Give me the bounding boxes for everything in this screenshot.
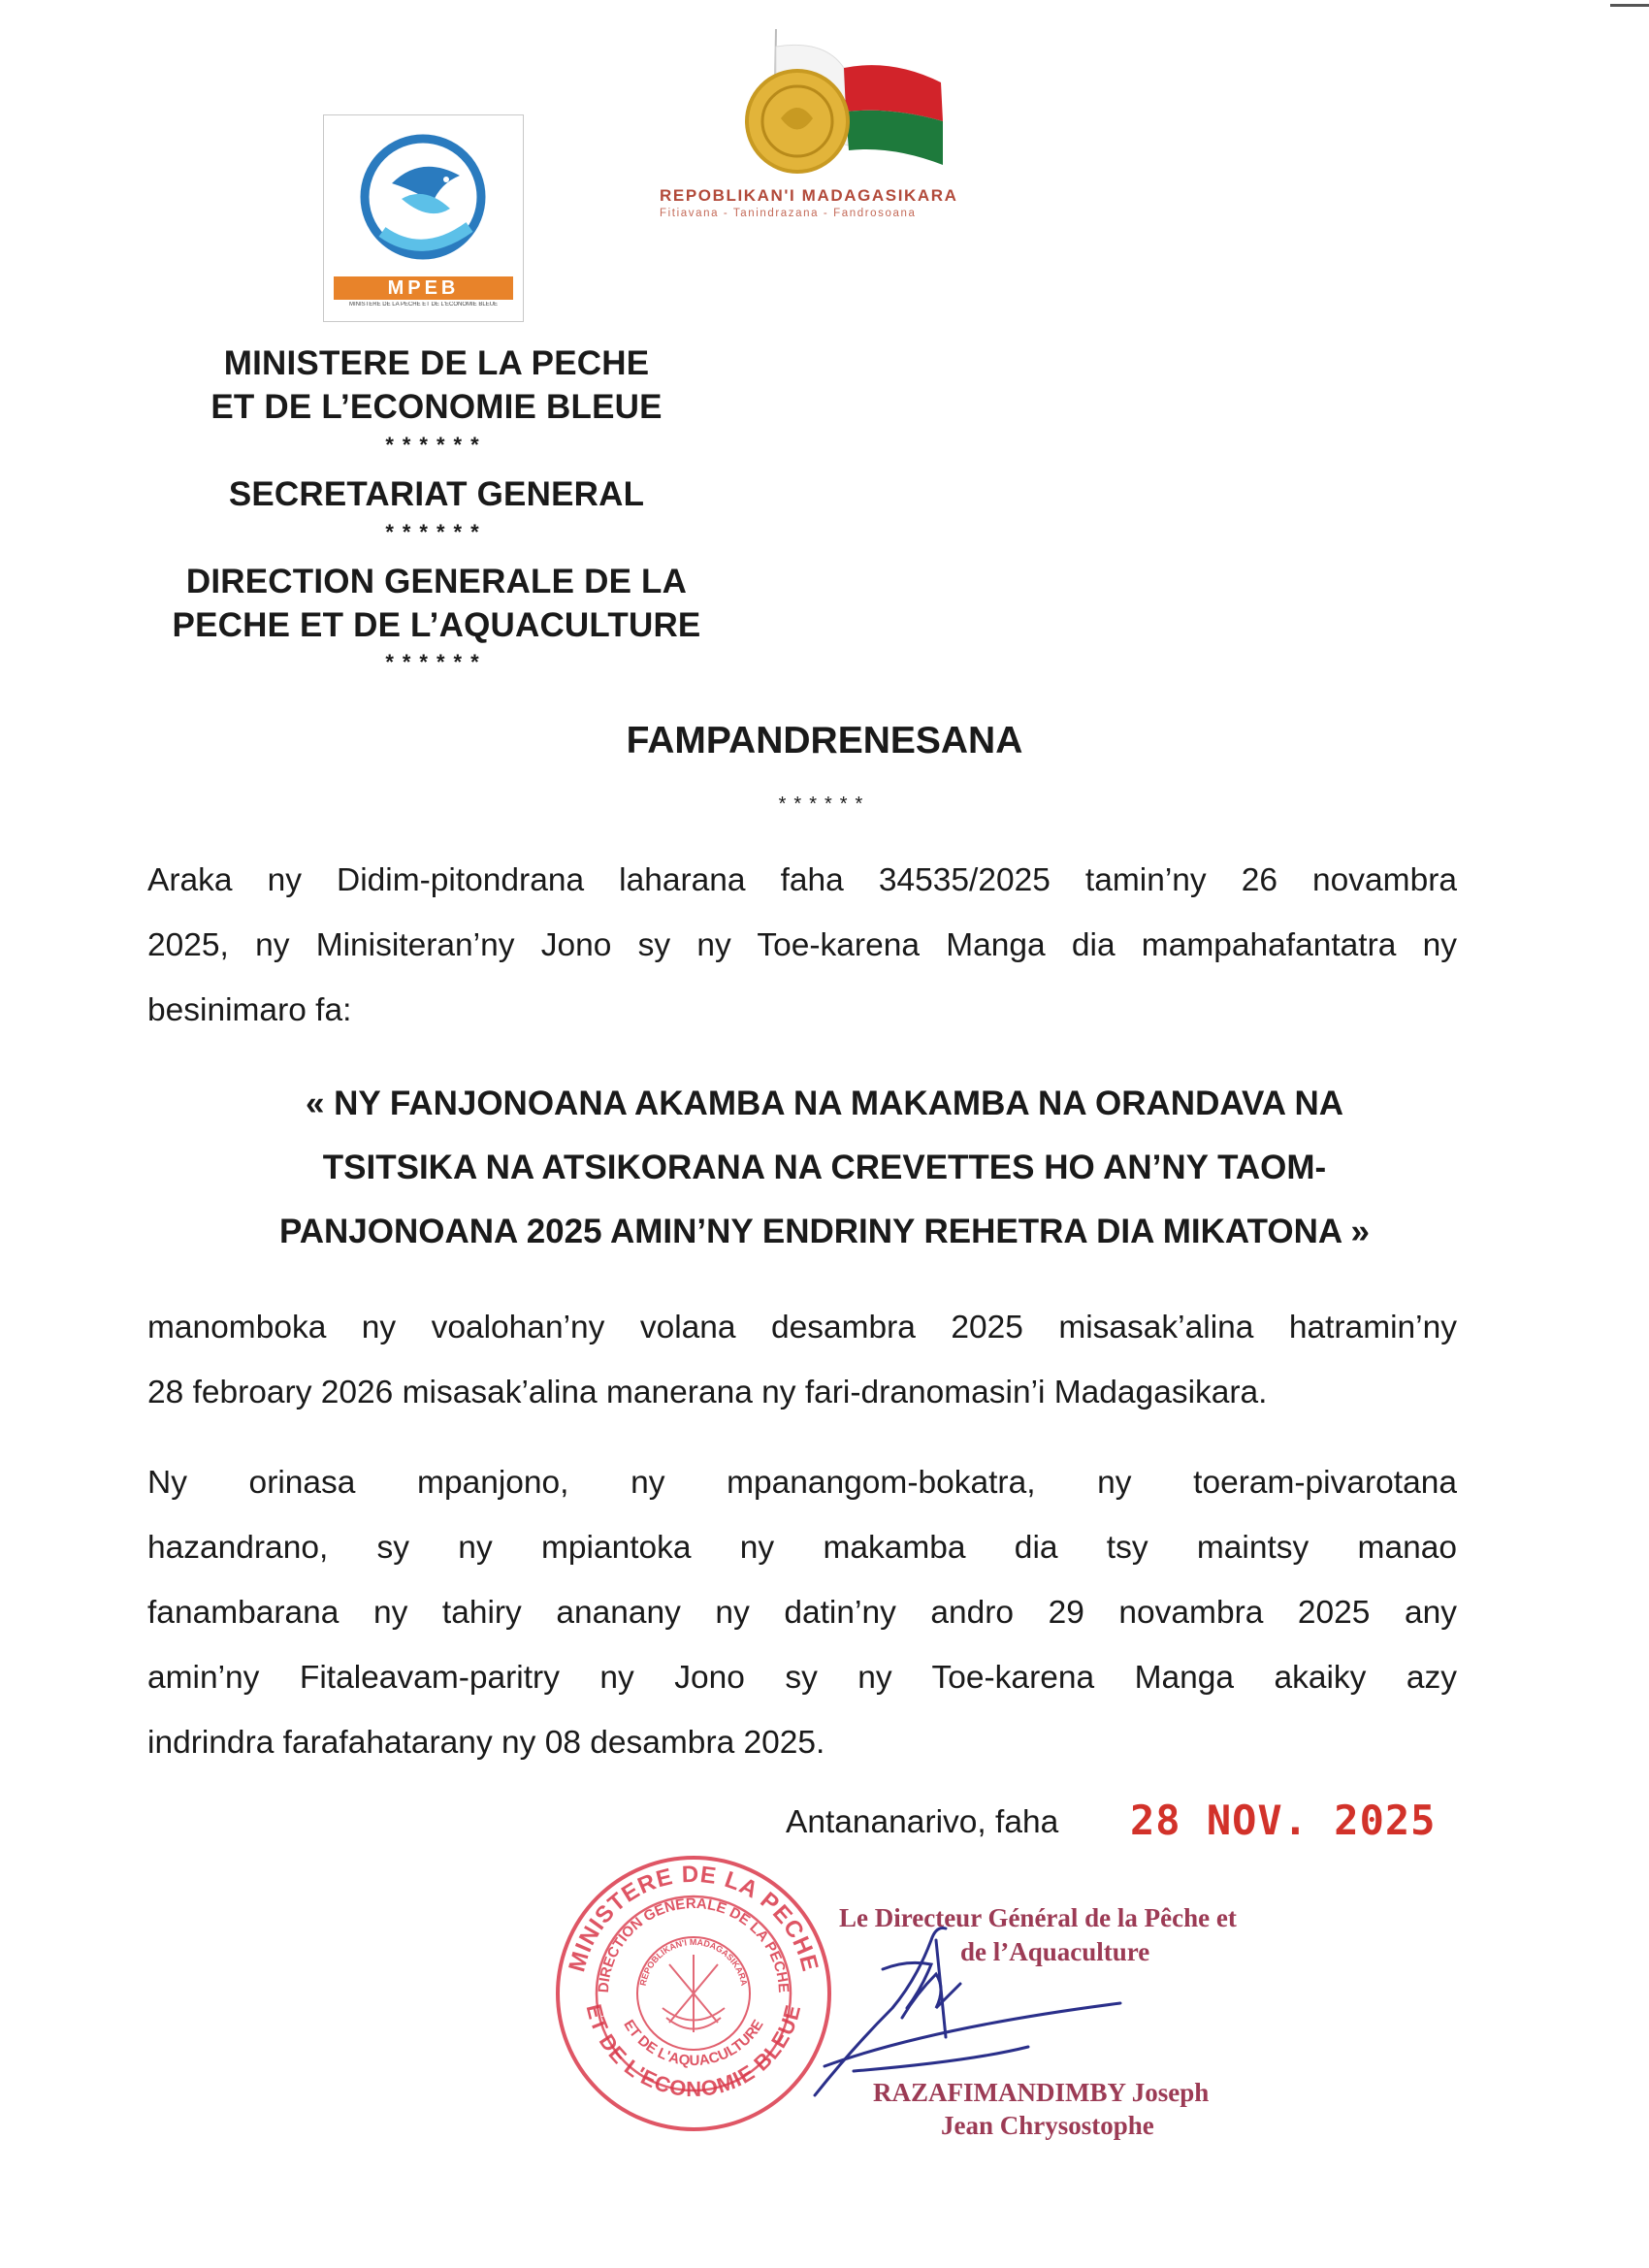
flag-seal-icon xyxy=(660,29,1038,184)
period-paragraph xyxy=(147,1295,1457,1425)
mpeb-fine-text: MINISTERE DE LA PECHE ET DE L'ECONOMIE BLEUE xyxy=(348,302,499,308)
header-stars-1: ****** xyxy=(385,433,488,457)
intro-line: besinimaro fa: xyxy=(147,992,352,1028)
announcement-line: TSITSIKA NA ATSIKORANA NA CREVETTES HO AN’NY TAOM- xyxy=(322,1149,1327,1186)
republic-motto: Fitiavana - Tanindrazana - Fandrosoana xyxy=(660,208,917,219)
header-ministry-line1: MINISTERE DE LA PECHE xyxy=(223,344,650,382)
period-line: manomboka ny voalohan’ny volana desambra 2025 misasak’alina hatramin’ny xyxy=(147,1310,1457,1345)
obligation-line: hazandrano, sy ny mpiantoka ny makamba dia tsy maintsy manao xyxy=(147,1530,1457,1566)
republic-logo xyxy=(660,29,1038,223)
header-stars-2: ****** xyxy=(385,520,488,544)
intro-paragraph xyxy=(147,848,1457,1043)
republic-name: REPOBLIKAN'I MADAGASIKARA xyxy=(660,186,958,205)
header-direction-line2: PECHE ET DE L’AQUACULTURE xyxy=(172,606,701,644)
header-direction-line1: DIRECTION GENERALE DE LA xyxy=(185,563,688,600)
announcement-block xyxy=(146,1072,1504,1264)
header-secretariat: SECRETARIAT GENERAL xyxy=(228,475,645,513)
announcement-line: PANJONOANA 2025 AMIN’NY ENDRINY REHETRA DIA MIKATONA » xyxy=(278,1213,1371,1250)
place-date-label: Antananarivo, faha xyxy=(786,1804,1059,1840)
obligation-line: amin’ny Fitaleavam-paritry ny Jono sy ny Toe-karena Manga akaiky azy xyxy=(147,1660,1457,1696)
title-stars: ****** xyxy=(778,794,871,815)
mpeb-band: MPEB xyxy=(334,276,513,300)
obligation-paragraph xyxy=(147,1450,1457,1775)
intro-line: Araka ny Didim-pitondrana laharana faha 34535/2025 tamin’ny 26 novambra xyxy=(147,862,1457,898)
stamp-center-text: REPOBLIKAN'I MADAGASIKARA xyxy=(637,1936,750,1987)
stamp-inner-top: DIRECTION GENERALE DE LA PECHE xyxy=(595,1895,792,1993)
obligation-line: Ny orinasa mpanjono, ny mpanangom-bokatra, ny toeram-pivarotana xyxy=(147,1465,1457,1501)
stamp-inner-bottom: ET DE L'AQUACULTURE xyxy=(620,2017,767,2070)
signatory-title-line2: de l’Aquaculture xyxy=(960,1937,1150,1966)
obligation-line: indrindra farafahatarany ny 08 desambra 2025. xyxy=(147,1725,825,1761)
header-ministry-line2: ET DE L’ECONOMIE BLEUE xyxy=(210,388,663,426)
announcement-line: « NY FANJONOANA AKAMBA NA MAKAMBA NA ORANDAVA NA xyxy=(305,1085,1344,1122)
period-line: 28 febroary 2026 misasak’alina manerana ny fari-dranomasin’i Madagasikara. xyxy=(147,1375,1268,1410)
document-title: FAMPANDRENESANA xyxy=(626,720,1023,761)
intro-line: 2025, ny Minisiteran’ny Jono sy ny Toe-karena Manga dia mampahafantatra ny xyxy=(147,927,1457,963)
obligation-line: fanambarana ny tahiry ananany ny datin’ny andro 29 novambra 2025 any xyxy=(147,1595,1457,1631)
stamp-outer-bottom: ET DE L'ECONOMIE BLEUE xyxy=(581,2001,806,2101)
signatory-name-line1: RAZAFIMANDIMBY Joseph xyxy=(873,2078,1210,2107)
fish-emblem-icon xyxy=(324,115,523,276)
mpeb-logo xyxy=(323,114,524,322)
stamp-outer-top: MINISTERE DE LA PECHE xyxy=(564,1861,824,1975)
scan-mark xyxy=(1610,4,1649,7)
handwritten-signature xyxy=(737,1901,1145,2105)
header-stars-3: ****** xyxy=(385,650,488,674)
signatory-name-line2: Jean Chrysostophe xyxy=(941,2111,1154,2140)
signatory-title-line1: Le Directeur Général de la Pêche et xyxy=(839,1903,1237,1932)
date-stamp: 28 NOV. 2025 xyxy=(1130,1797,1437,1844)
